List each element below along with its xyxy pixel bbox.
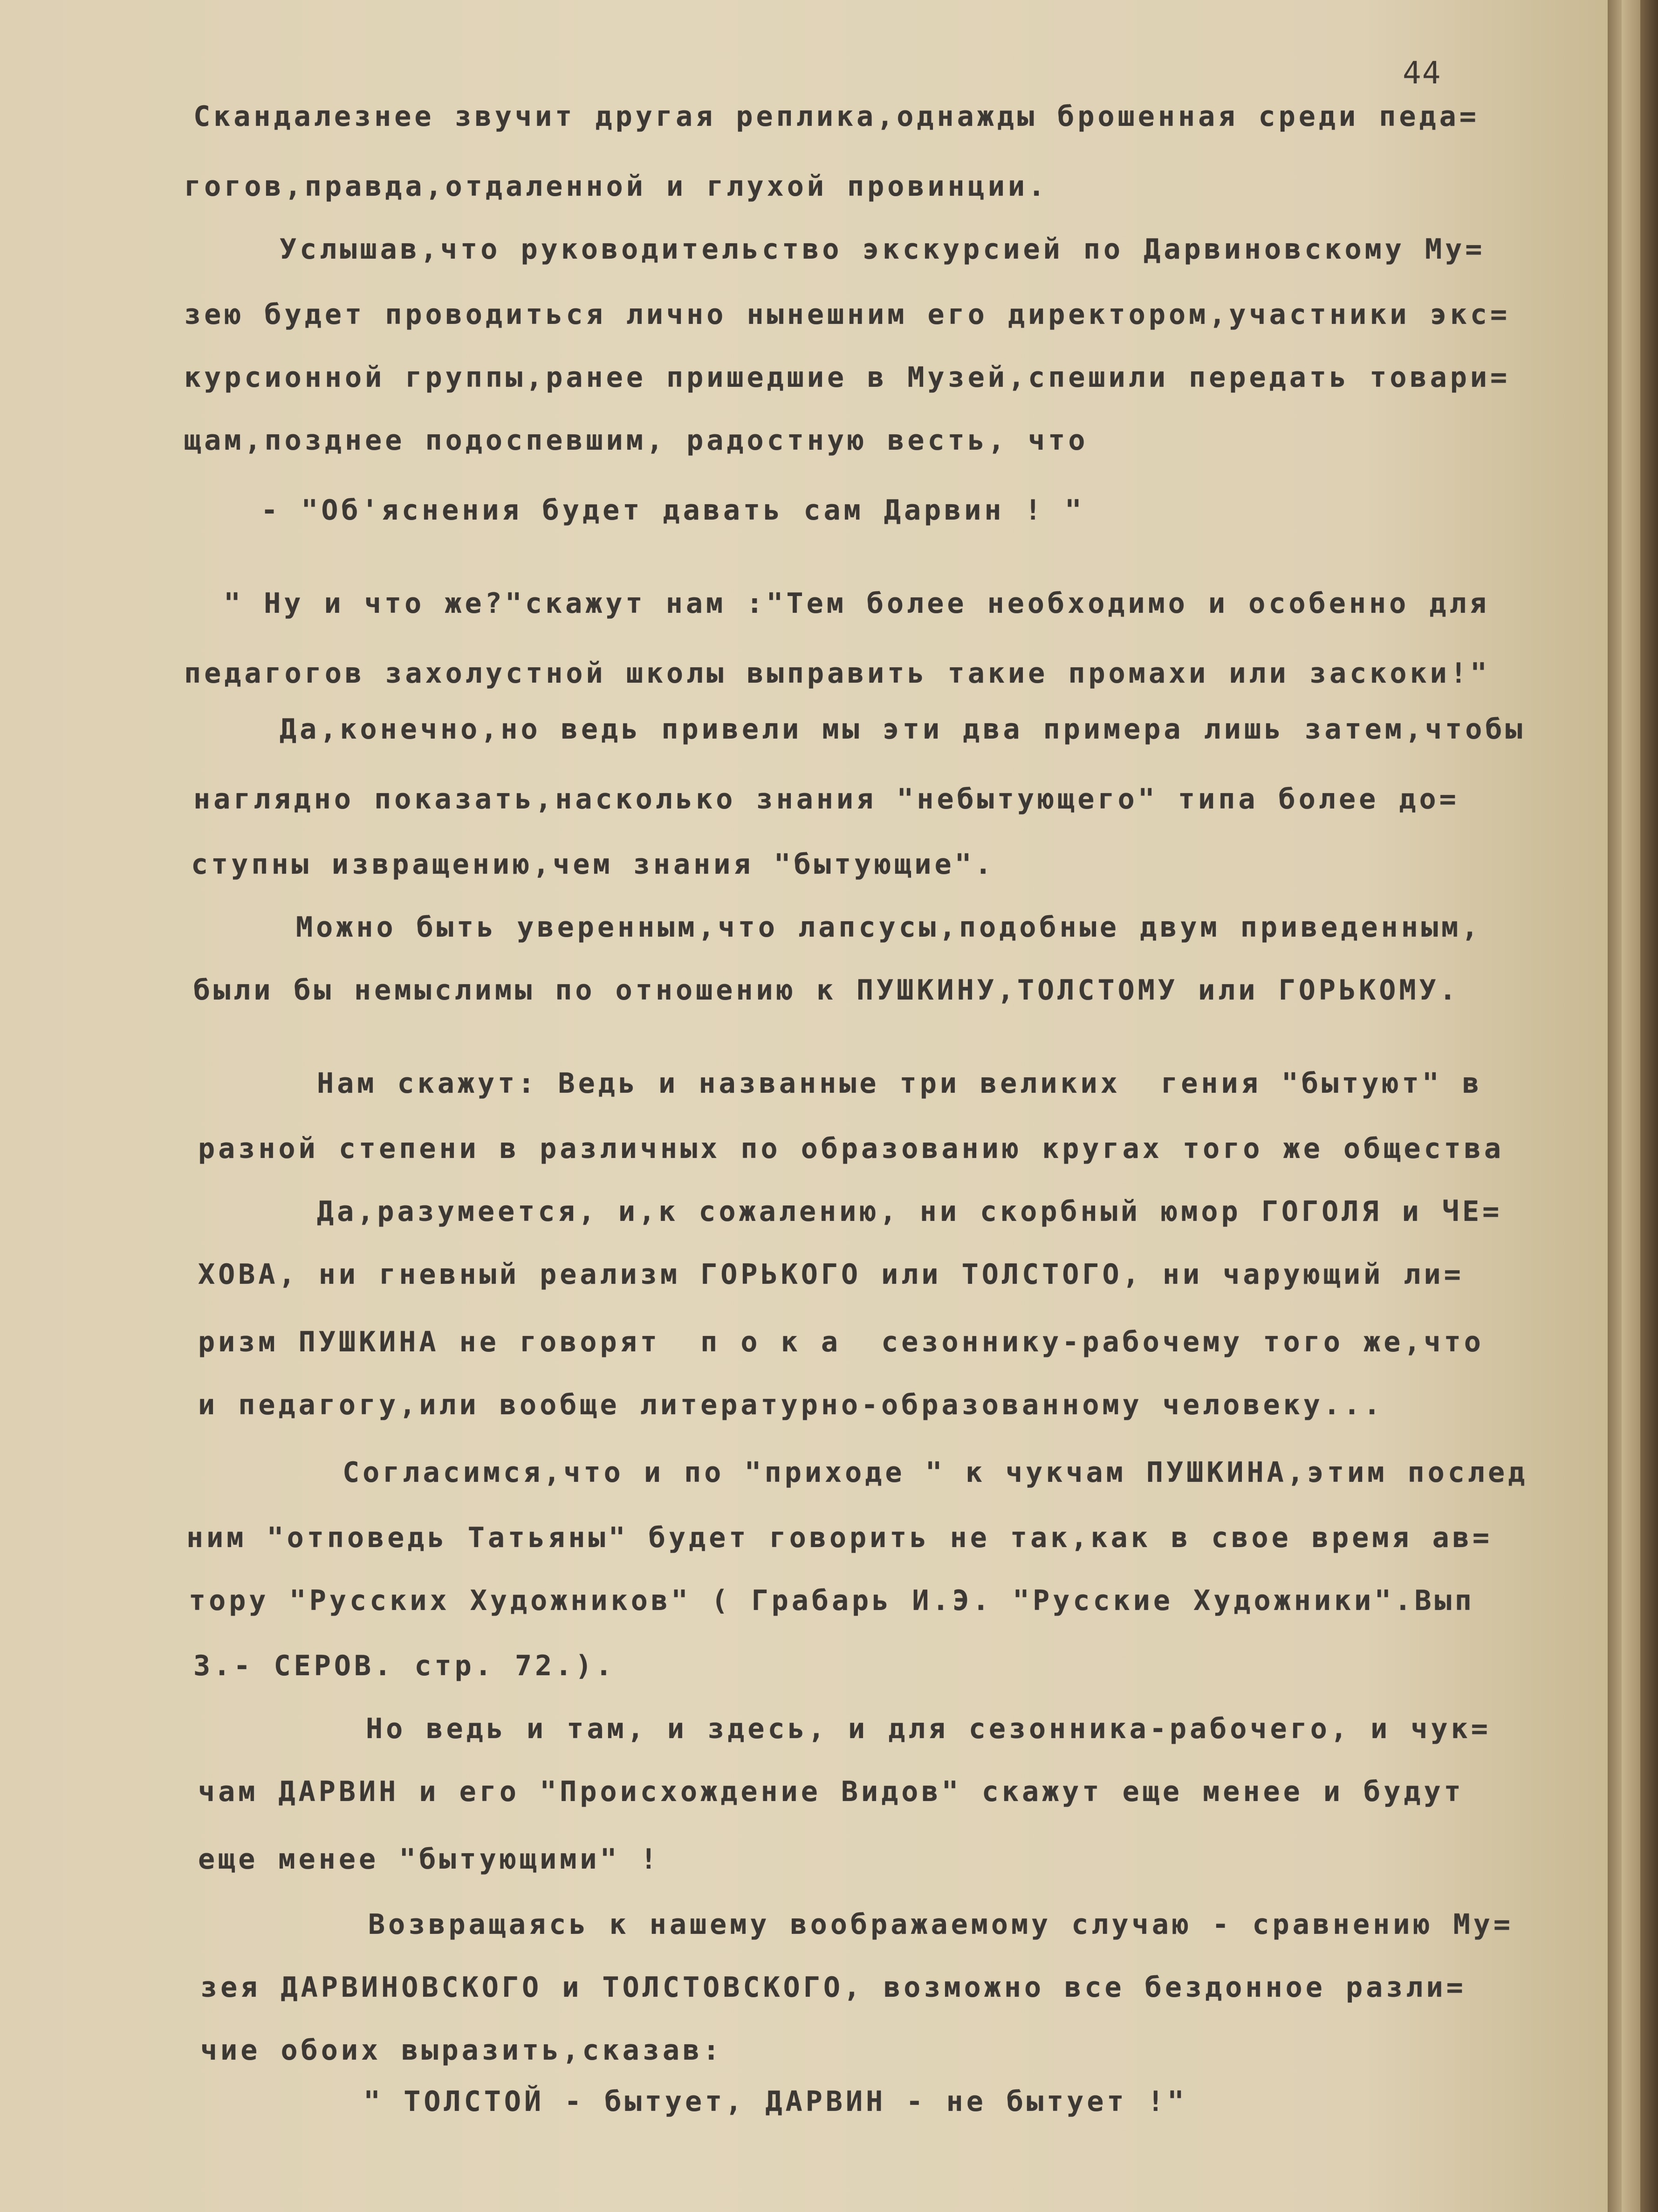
text-line: " Ну и что же?"скажут нам :"Тем более необходимо и особенно для — [224, 587, 1490, 620]
page-number: 44 — [1403, 55, 1442, 91]
text-line: Согласимся,что и по "приходе " к чукчам ПУШКИНА,этим послед — [343, 1456, 1528, 1489]
page-edge — [1622, 0, 1640, 2212]
text-line: были бы немыслимы по отношению к ПУШКИНУ,ТОЛСТОМУ или ГОРЬКОМУ. — [193, 974, 1459, 1007]
text-line: курсионной группы,ранее пришедшие в Музей,спешили передать товари= — [184, 361, 1511, 394]
text-line: Да,разумеется, и,к сожалению, ни скорбный юмор ГОГОЛЯ и ЧЕ= — [317, 1195, 1503, 1228]
text-line: зею будет проводиться лично нынешним его директором,участники экс= — [184, 298, 1511, 331]
text-line: Можно быть уверенным,что лапсусы,подобные двум приведенным, — [296, 911, 1482, 944]
text-line: щам,позднее подоспевшим, радостную весть, что — [184, 424, 1089, 457]
text-line: ХОВА, ни гневный реализм ГОРЬКОГО или ТОЛСТОГО, ни чарующий ли= — [198, 1258, 1464, 1291]
text-line: Нам скажут: Ведь и названные три великих гения "бытуют" в — [317, 1067, 1483, 1100]
text-line: Но ведь и там, и здесь, и для сезонника-рабочего, и чук= — [366, 1712, 1491, 1745]
text-line: ним "отповедь Татьяны" будет говорить не так,как в свое время ав= — [186, 1521, 1493, 1554]
text-line: чие обоих выразить,сказав: — [200, 2034, 723, 2067]
text-line: Услышав,что руководительство экскурсией по Дарвиновскому Му= — [280, 233, 1486, 266]
page-edge — [1608, 0, 1622, 2212]
text-line: зея ДАРВИНОВСКОГО и ТОЛСТОВСКОГО, возможно все бездонное разли= — [200, 1971, 1466, 2004]
text-line: гогов,правда,отдаленной и глухой провинции. — [184, 170, 1048, 203]
text-line: Скандалезнее звучит другая реплика,однажды брошенная среди педа= — [193, 100, 1480, 133]
binding-edge — [1640, 0, 1658, 2212]
text-line: и педагогу,или вообще литературно-образованному человеку... — [198, 1389, 1384, 1421]
text-line: Возвращаясь к нашему воображаемому случаю - сравнению Му= — [368, 1908, 1514, 1941]
text-line: Да,конечно,но ведь привели мы эти два примера лишь затем,чтобы — [280, 713, 1526, 746]
text-line: ризм ПУШКИНА не говорят п о к а сезоннику-рабочему того же,что — [198, 1326, 1484, 1358]
text-line: еще менее "бытующими" ! — [198, 1843, 660, 1876]
text-line: педагогов захолустной школы выправить такие промахи или заскоки!" — [184, 657, 1490, 690]
text-line: " ТОЛСТОЙ - бытует, ДАРВИН - не бытует !" — [363, 2085, 1188, 2118]
text-line: разной степени в различных по образованию кругах того же общества — [198, 1132, 1504, 1165]
text-line: 3.- СЕРОВ. стр. 72.). — [193, 1650, 616, 1682]
text-line: наглядно показать,насколько знания "небытующего" типа более до= — [193, 783, 1459, 815]
text-line: чам ДАРВИН и его "Происхождение Видов" скажут еще менее и будут — [198, 1775, 1464, 1808]
text-line: тору "Русских Художников" ( Грабарь И.Э. "Русские Художники".Вып — [189, 1584, 1475, 1617]
text-line: ступны извращению,чем знания "бытующие". — [191, 848, 995, 881]
text-line: - "Об'яснения будет давать сам Дарвин ! " — [261, 494, 1085, 527]
